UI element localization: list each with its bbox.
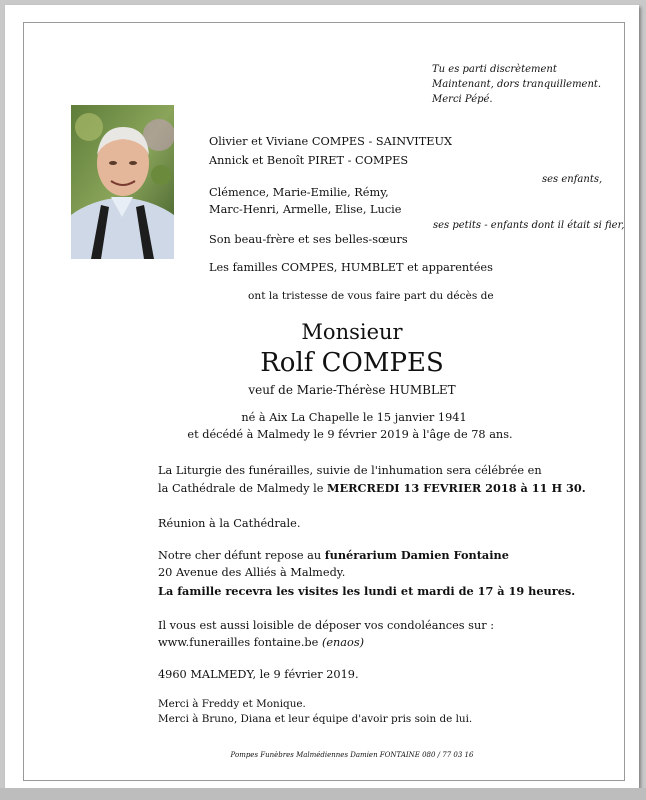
poem-line-2: Maintenant, dors tranquillement. — [432, 79, 602, 90]
visits-line: La famille recevra les visites les lundi et mardi de 17 à 19 heures. — [158, 584, 576, 598]
children-label: ses enfants, — [542, 174, 603, 185]
death-line: et décédé à Malmedy le 9 février 2019 à l'âge de 78 ans. — [187, 428, 513, 441]
announcement-line: ont la tristesse de vous faire part du décès de — [248, 290, 494, 302]
liturgy-line-2 — [158, 481, 586, 495]
thanks-line-2: Merci à Bruno, Diana et leur équipe d'avoir pris soin de lui. — [158, 713, 473, 725]
thanks-line-1: Merci à Freddy et Monique. — [158, 698, 306, 710]
liturgy-datetime: MERCREDI 13 FEVRIER 2018 à 11 H 30. — [327, 481, 586, 495]
website-note: (enaos) — [321, 636, 365, 649]
portrait-photo — [71, 105, 174, 259]
rest-intro: Notre cher défunt repose au — [158, 549, 325, 562]
birth-line: né à Aix La Chapelle le 15 janvier 1941 — [241, 411, 467, 424]
deceased-title: Monsieur — [301, 320, 403, 344]
inlaws-line: Son beau-frère et ses belles-sœurs — [209, 233, 408, 246]
liturgy-location: la Cathédrale de Malmedy le — [158, 482, 327, 495]
poem-line-3: Merci Pépé. — [432, 94, 493, 105]
deceased-name: Rolf COMPES — [260, 348, 444, 378]
family-line-1: Olivier et Viviane COMPES - SAINVITEUX — [209, 135, 453, 148]
poem-line-1: Tu es parti discrètement — [432, 64, 557, 75]
footer-funeral-home: Pompes Funèbres Malmédiennes Damien FONTAINE 080 / 77 03 16 — [230, 751, 474, 759]
family-line-2: Annick et Benoît PIRET - COMPES — [209, 154, 409, 167]
grandchildren-label: ses petits - enfants dont il était si fier, — [433, 220, 625, 231]
grandchildren-line-1: Clémence, Marie-Emilie, Rémy, — [209, 186, 389, 199]
funeral-home-address: 20 Avenue des Alliés à Malmedy. — [158, 566, 346, 579]
condolences-website: www.funerailles fontaine.be — [158, 636, 319, 649]
meeting-line: Réunion à la Cathédrale. — [158, 517, 301, 530]
condolences-site-line — [158, 636, 364, 649]
rest-line — [158, 548, 509, 562]
condolences-line: Il vous est aussi loisible de déposer vos condoléances sur : — [158, 619, 495, 632]
families-line: Les familles COMPES, HUMBLET et apparentées — [209, 261, 493, 274]
grandchildren-line-2: Marc-Henri, Armelle, Elise, Lucie — [209, 203, 402, 216]
widower-line: veuf de Marie-Thérèse HUMBLET — [248, 383, 456, 397]
window-bottom-edge — [0, 788, 646, 800]
liturgy-line-1: La Liturgie des funérailles, suivie de l'inhumation sera célébrée en — [158, 464, 542, 477]
place-date: 4960 MALMEDY, le 9 février 2019. — [158, 668, 359, 681]
funeral-home-name: funérarium Damien Fontaine — [324, 548, 509, 562]
